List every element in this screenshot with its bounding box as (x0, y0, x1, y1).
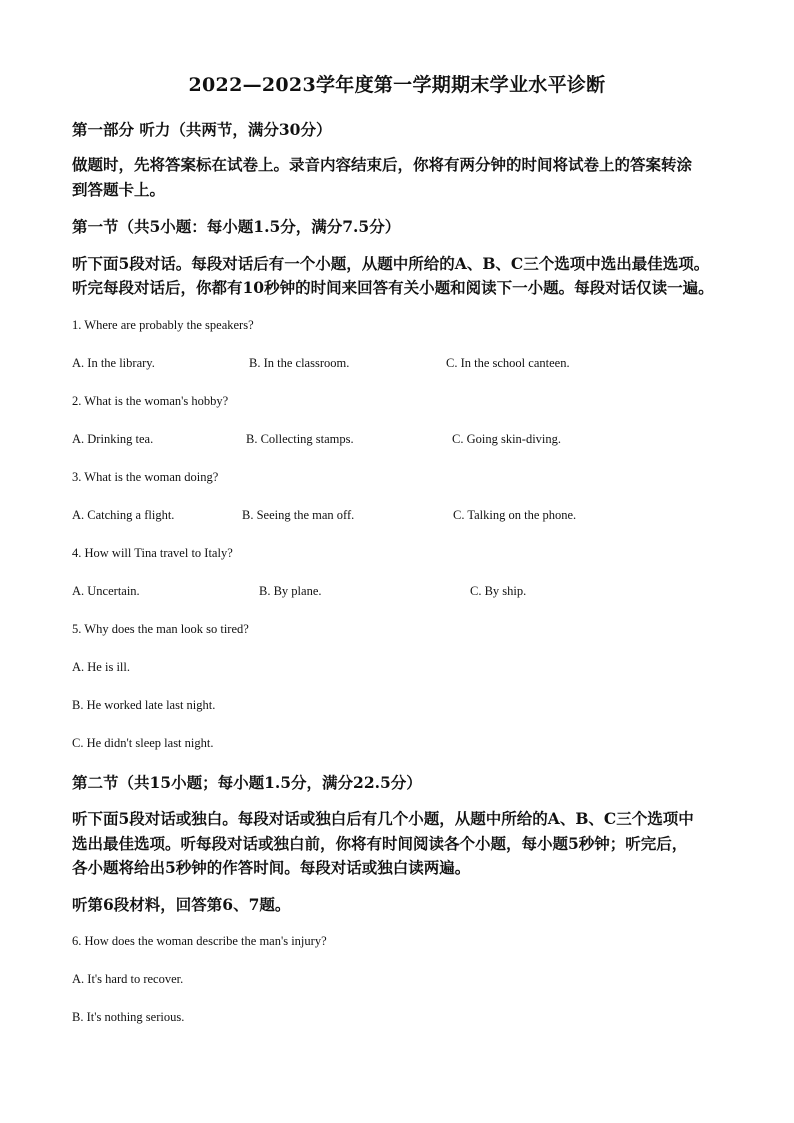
q1-option-a: A. In the library. (72, 356, 155, 370)
question-3: 3. What is the woman doing? (72, 470, 219, 484)
q5-option-b: B. He worked late last night. (72, 698, 216, 712)
q2-option-b: B. Collecting stamps. (246, 432, 354, 446)
question-5: 5. Why does the man look so tired? (72, 622, 249, 636)
section2-material-label: 听第6段材料，回答第6、7题。 (72, 895, 291, 914)
section2-instruction-line1: 听下面5段对话或独白。每段对话或独白后有几个小题，从题中所给的A、B、C三个选项中 (72, 809, 694, 828)
section2-heading: 第二节（共15小题；每小题1.5分，满分22.5分） (72, 773, 422, 792)
q5-option-c: C. He didn't sleep last night. (72, 736, 214, 750)
page-title: 2022—2023学年度第一学期期末学业水平诊断 (188, 74, 606, 96)
q6-option-a: A. It's hard to recover. (72, 972, 184, 986)
question-4: 4. How will Tina travel to Italy? (72, 546, 233, 560)
q3-option-b: B. Seeing the man off. (242, 508, 355, 522)
q5-option-a: A. He is ill. (72, 660, 130, 674)
section2-instruction-line2: 选出最佳选项。听每段对话或独白前，你将有时间阅读各个小题，每小题5秒钟；听完后， (72, 834, 688, 853)
q3-option-c: C. Talking on the phone. (453, 508, 577, 522)
q3-option-a: A. Catching a flight. (72, 508, 175, 522)
section1-instruction-line2: 听完每段对话后，你都有10秒钟的时间来回答有关小题和阅读下一小题。每段对话仅读一遍。 (72, 278, 714, 297)
part1-heading: 第一部分 听力（共两节，满分30分） (72, 120, 332, 139)
question-6: 6. How does the woman describe the man's injury? (72, 934, 327, 948)
section2-instruction-line3: 各小题将给出5秒钟的作答时间。每段对话或独白读两遍。 (72, 858, 471, 877)
q1-option-c: C. In the school canteen. (446, 356, 570, 370)
section1-instruction-line1: 听下面5段对话。每段对话后有一个小题，从题中所给的A、B、C三个选项中选出最佳选项。 (72, 254, 710, 273)
q4-option-b: B. By plane. (259, 584, 322, 598)
q2-option-c: C. Going skin-diving. (452, 432, 562, 446)
section1-heading: 第一节（共5小题：每小题1.5分，满分7.5分） (72, 217, 401, 236)
q1-option-b: B. In the classroom. (249, 356, 350, 370)
question-1: 1. Where are probably the speakers? (72, 318, 254, 332)
question-2: 2. What is the woman's hobby? (72, 394, 229, 408)
q2-option-a: A. Drinking tea. (72, 432, 154, 446)
q4-option-c: C. By ship. (470, 584, 527, 598)
q6-option-b: B. It's nothing serious. (72, 1010, 185, 1024)
part1-instruction-line2: 到答题卡上。 (72, 180, 166, 199)
part1-instruction-line1: 做题时，先将答案标在试卷上。录音内容结束后，你将有两分钟的时间将试卷上的答案转涂 (72, 155, 693, 174)
q4-option-a: A. Uncertain. (72, 584, 140, 598)
